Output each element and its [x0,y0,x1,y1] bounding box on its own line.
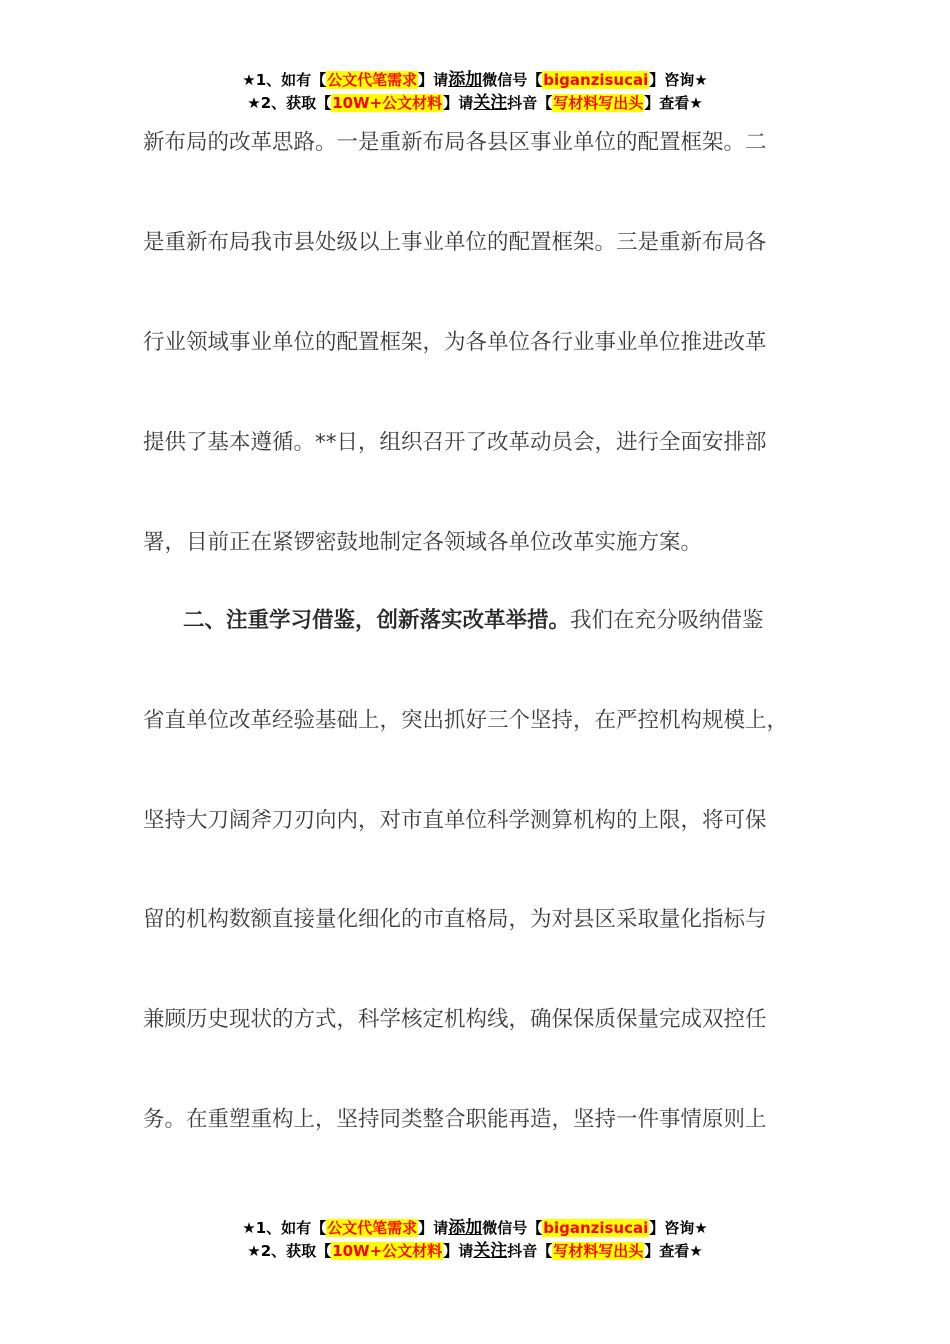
highlight-wechat-id: biganzisucai [543,71,649,89]
highlight-wechat-id: biganzisucai [543,1219,649,1237]
body-line: 是重新布局我市县处级以上事业单位的配置框架。三是重新布局各 [143,230,767,255]
header-promo-banner [0,69,950,115]
underline-add: 添加 [448,1218,483,1238]
body-line: 省直单位改革经验基础上，突出抓好三个坚持，在严控机构规模上， [143,708,789,733]
highlight-ghostwriting: 公文代笔需求 [327,1219,418,1237]
star-icon: ★ [247,94,261,112]
star-icon: ★ [694,71,708,89]
section-heading: 二、注重学习借鉴，创新落实改革举措。 [183,608,571,633]
promo-line-1: ★1、如有【公文代笔需求】请添加微信号【biganzisucai】咨询★ [242,1218,708,1238]
underline-follow: 关注 [473,1241,508,1261]
underline-add: 添加 [448,70,483,90]
body-line: 留的机构数额直接量化细化的市直格局，为对县区采取量化指标与 [143,907,767,932]
highlight-douyin: 写材料写出头 [553,94,644,112]
highlight-ghostwriting: 公文代笔需求 [327,71,418,89]
promo-line-1: ★1、如有【公文代笔需求】请添加微信号【biganzisucai】咨询★ [242,70,708,90]
highlight-materials: 10W+公文材料 [332,94,443,112]
highlight-douyin: 写材料写出头 [553,1242,644,1260]
body-line: 提供了基本遵循。**日，组织召开了改革动员会，进行全面安排部 [143,430,767,455]
star-icon: ★ [247,1242,261,1260]
body-line: 行业领域事业单位的配置框架，为各单位各行业事业单位推进改革 [143,330,767,355]
star-icon: ★ [689,94,703,112]
footer-promo-banner [0,1217,950,1263]
body-line: 署，目前正在紧锣密鼓地制定各领域各单位改革实施方案。 [143,530,703,555]
body-line: 坚持大刀阔斧刀刃向内，对市直单位科学测算机构的上限，将可保 [143,808,767,833]
body-line: 务。在重塑重构上，坚持同类整合职能再造，坚持一件事情原则上 [143,1107,767,1132]
underline-follow: 关注 [473,93,508,113]
highlight-materials: 10W+公文材料 [332,1242,443,1260]
body-line: 兼顾历史现状的方式，科学核定机构线，确保保质保量完成双控任 [143,1007,767,1032]
body-line: 新布局的改革思路。一是重新布局各县区事业单位的配置框架。二 [143,130,767,155]
star-icon: ★ [689,1242,703,1260]
promo-line-2: ★2、获取【10W+公文材料】请关注抖音【写材料写出头】查看★ [247,1241,703,1261]
section-heading-line: 二、注重学习借鉴，创新落实改革举措。我们在充分吸纳借鉴 [183,608,764,633]
star-icon: ★ [694,1219,708,1237]
promo-line-2: ★2、获取【10W+公文材料】请关注抖音【写材料写出头】查看★ [247,93,703,113]
star-icon: ★ [242,1219,256,1237]
star-icon: ★ [242,71,256,89]
